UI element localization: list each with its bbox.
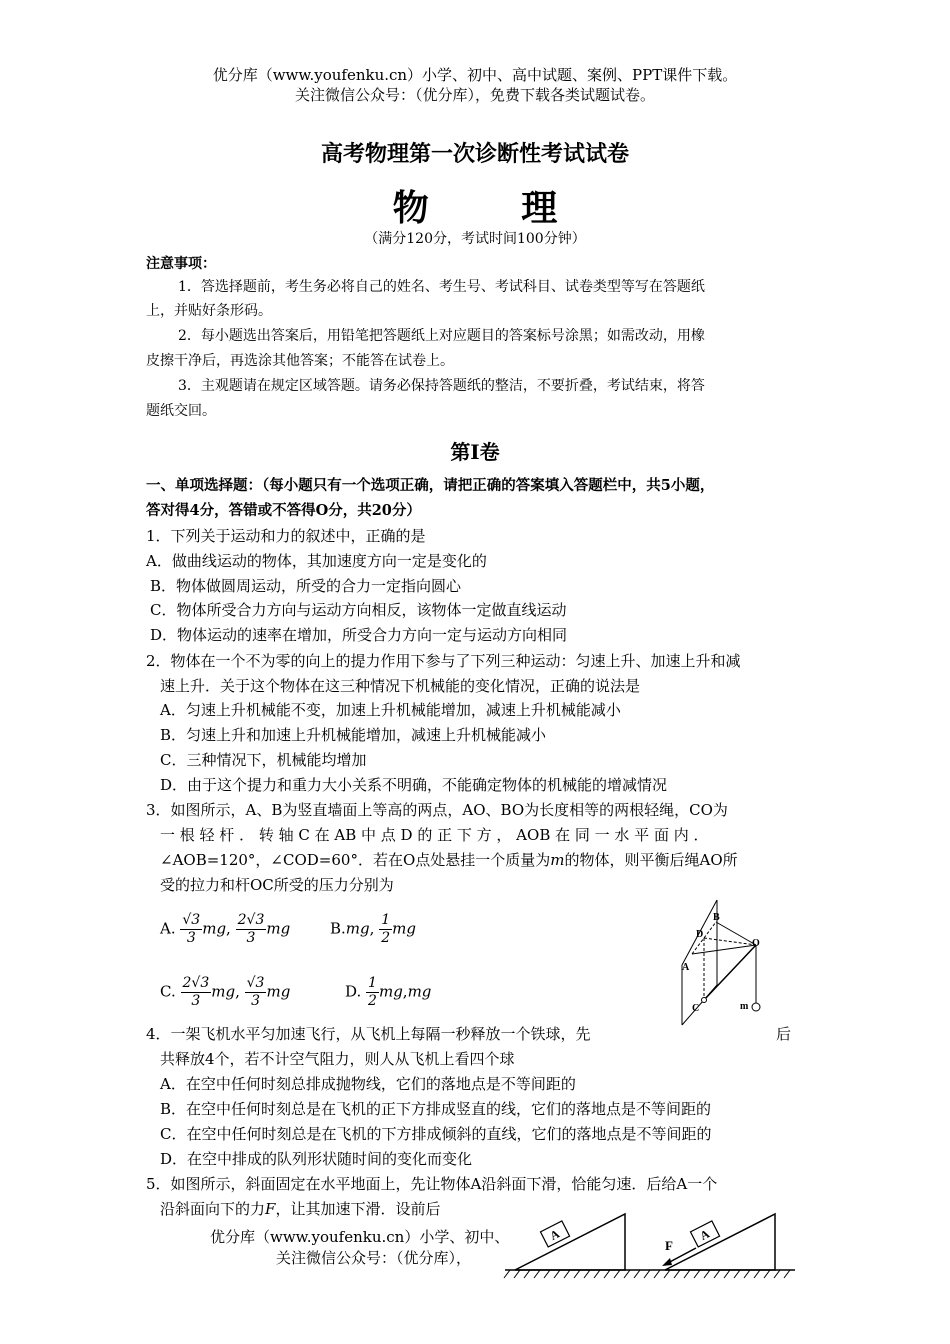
section-title: 第Ⅰ卷	[450, 440, 500, 464]
force-label: F	[665, 1238, 673, 1253]
q3-figure	[672, 890, 782, 1030]
q3-option-d: D. $\frac{1}{2}$ mg,mg	[345, 975, 432, 1009]
pivot-c	[702, 998, 707, 1003]
q4-option-d: D．在空中排成的队列形状随时间的变化而变化	[160, 1150, 473, 1168]
rope-bo	[716, 922, 756, 945]
notice-heading: 注意事项：	[146, 256, 216, 272]
q3-stem: ∠AOB=120°，∠COD=60°．若在O点处悬挂一个质量为m的物体，则平衡后绳AO所	[160, 851, 738, 869]
notice-item: 1．答选择题前，考生务必将自己的姓名、考生号、考试科目、试卷类型等写在答题纸	[178, 279, 705, 295]
incline-1	[515, 1214, 625, 1270]
line-do	[704, 938, 756, 945]
subject-title: 物 理	[392, 187, 598, 229]
q5-figure	[500, 1206, 800, 1282]
label-m: m	[740, 1001, 749, 1012]
q4-option-c: C．在空中任何时刻总是在飞机的下方排成倾斜的直线，它们的落地点是不等间距的	[160, 1125, 712, 1143]
q3-option-c: C. $\frac{2√3}{3}$ mg, $\frac{√3}{3}$ mg	[160, 975, 291, 1009]
q1-option-c: C．物体所受合力方向与运动方向相反，该物体一定做直线运动	[150, 601, 567, 619]
footer-line-1: 优分库（www.youfenku.cn）小学、初中、	[210, 1228, 510, 1246]
q3-stem: 一 根 轻 杆 ． 转 轴 C 在 AB 中 点 D 的 正 下 方 ， AOB 在 同 一 水 平 面 内 ．	[160, 826, 709, 844]
force-arrowhead	[662, 1258, 672, 1266]
block-a2-label: A	[697, 1226, 712, 1243]
q4-stem: 共释放4个，若不计空气阻力，则人从飞机上看四个球	[160, 1050, 515, 1068]
mass-m	[752, 1003, 760, 1011]
q2-stem: 速上升．关于这个物体在这三种情况下机械能的变化情况，正确的说法是	[160, 677, 641, 695]
label-c: C	[692, 1003, 700, 1014]
footer-line-2: 关注微信公众号：（优分库），	[276, 1249, 472, 1267]
rod-co	[704, 945, 756, 1000]
rope-ao	[692, 945, 756, 954]
q1-option-a: A．做曲线运动的物体，其加速度方向一定是变化的	[146, 552, 487, 570]
q3-stem: 受的拉力和杆OC所受的压力分别为	[160, 876, 394, 894]
notice-item: 2．每小题选出答案后，用铅笔把答题纸上对应题目的答案标号涂黑；如需改动，用橡	[178, 328, 705, 344]
score-info: （满分120分，考试时间100分钟）	[364, 231, 586, 247]
q4-stem-end: 后	[776, 1025, 792, 1043]
label-o: O	[752, 938, 760, 949]
block-a-2	[690, 1221, 719, 1247]
header-line-2: 关注微信公众号：（优分库），免费下载各类试题试卷。	[294, 86, 655, 104]
q2-option-a: A．匀速上升机械能不变，加速上升机械能增加，减速上升机械能减小	[160, 701, 621, 719]
q4-stem: 4．一架飞机水平匀加速飞行，从飞机上每隔一秒释放一个铁球，先	[146, 1025, 591, 1043]
label-d: D	[696, 929, 704, 940]
q4-option-b: B．在空中任何时刻总是在飞机的正下方排成竖直的线，它们的落地点是不等间距的	[160, 1100, 712, 1118]
q3-option-a: A. $\frac{√3}{3}$ mg, $\frac{2√3}{3}$ mg	[160, 912, 291, 946]
notice-item: 皮擦干净后，再选涂其他答案；不能答在试卷上。	[146, 353, 454, 369]
header-line-1: 优分库（www.youfenku.cn）小学、初中、高中试题、案例、PPT课件下载。	[212, 66, 738, 84]
q5-stem: 5．如图所示，斜面固定在水平地面上，先让物体A沿斜面下滑，恰能匀速．后给A一个	[146, 1175, 718, 1193]
notice-item: 3．主观题请在规定区域答题。请务必保持答题纸的整洁，不要折叠，考试结束，将答	[178, 378, 705, 394]
q2-option-d: D．由于这个提力和重力大小关系不明确，不能确定物体的机械能的增减情况	[160, 776, 668, 794]
notice-item: 题纸交回。	[146, 403, 216, 419]
exam-title: 高考物理第一次诊断性考试试卷	[320, 141, 629, 167]
label-a: A	[682, 962, 690, 973]
q2-stem: 2．物体在一个不为零的向上的提力作用下参与了下列三种运动：匀速上升、加速上升和减	[146, 652, 741, 670]
q4-option-a: A．在空中任何时刻总排成抛物线，它们的落地点是不等间距的	[160, 1075, 576, 1093]
q2-option-c: C．三种情况下，机械能均增加	[160, 751, 367, 769]
q1-option-d: D．物体运动的速率在增加，所受合力方向一定与运动方向相同	[150, 626, 568, 644]
q1-option-b: B．物体做圆周运动，所受的合力一定指向圆心	[150, 577, 462, 595]
q3-stem: 3．如图所示，A、B为竖直墙面上等高的两点，AO、BO为长度相等的两根轻绳，CO为	[146, 801, 728, 819]
q3-option-b: B.mg, $\frac{1}{2}$ mg	[330, 912, 416, 946]
ground-hatch	[504, 1270, 790, 1278]
notice-item: 上，并贴好条形码。	[146, 303, 272, 319]
q1-stem: 1．下列关于运动和力的叙述中，正确的是	[146, 527, 426, 545]
q2-option-b: B．匀速上升和加速上升机械能增加，减速上升机械能减小	[160, 726, 547, 744]
label-b: B	[713, 912, 720, 923]
incline-2	[665, 1214, 775, 1270]
part1-heading: 一、单项选择题：（每小题只有一个选项正确，请把正确的答案填入答题栏中，共5小题，	[146, 477, 715, 494]
part1-heading: 答对得4分，答错或不答得O分，共20分）	[146, 502, 421, 519]
q5-stem: 沿斜面向下的力F，让其加速下滑．设前后	[160, 1200, 441, 1218]
block-a-label: A	[547, 1226, 562, 1243]
block-a-1	[540, 1221, 569, 1247]
